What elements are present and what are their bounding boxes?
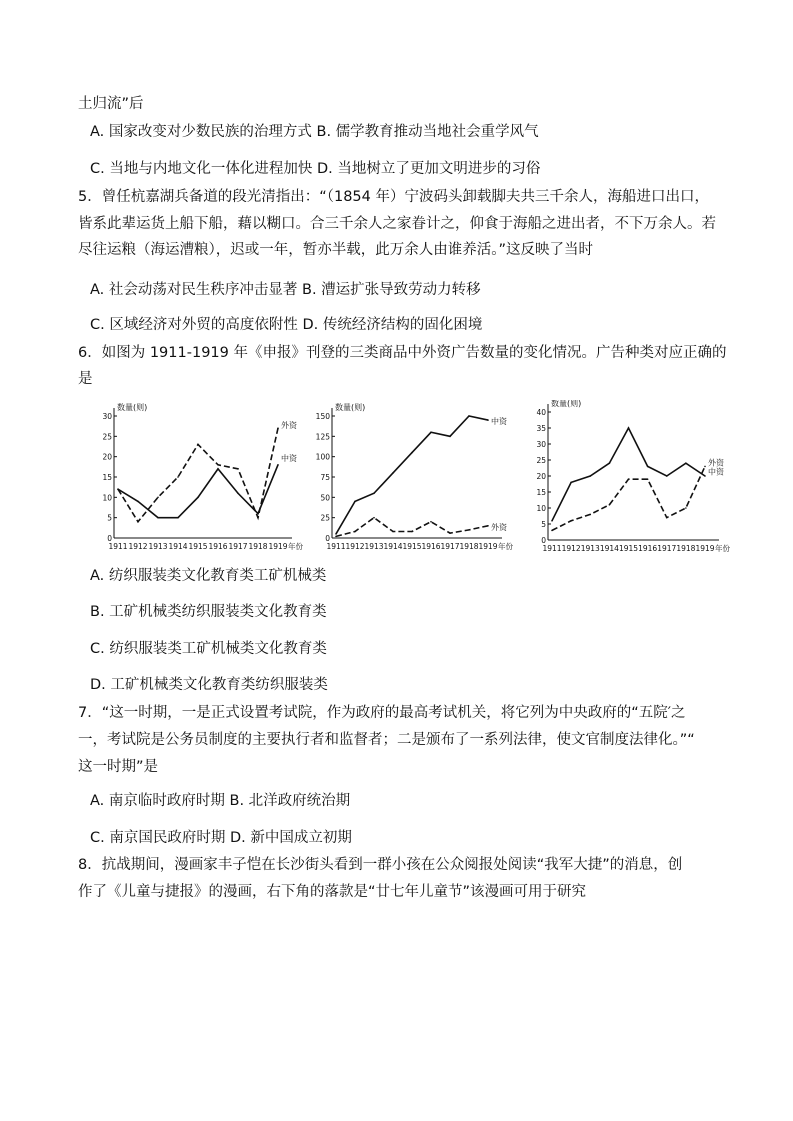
y-tick-label: 20: [536, 472, 546, 481]
data-point: [373, 517, 375, 519]
data-point: [277, 464, 279, 466]
y-tick-label: 125: [316, 432, 330, 442]
x-tick-label: 1917: [657, 544, 677, 553]
y-tick-label: 20: [102, 452, 112, 462]
series-line-dashed: [552, 466, 705, 530]
question-5-line-1: 5．曾任杭嘉湖兵备道的段光清指出：“（1854 年）宁波码头卸载脚夫共三千余人，海船进口出口，: [78, 189, 709, 205]
x-tick-label: 1917: [440, 542, 460, 551]
data-point: [117, 488, 119, 490]
data-point: [685, 462, 687, 464]
y-axis-label: 数量(则): [551, 400, 582, 408]
question-6-line-1: 6．如图为 1911-1919 年《申报》刊登的三类商品中外资广告数量的变化情况。广告种类对应正确的: [78, 345, 727, 361]
data-point: [487, 525, 489, 527]
x-tick-label: 1913: [364, 542, 384, 551]
series-line-dashed: [118, 428, 278, 522]
y-tick-label: 10: [102, 493, 112, 503]
y-tick-label: 5: [541, 520, 546, 529]
x-tick-label: 1914: [383, 542, 403, 551]
series-label: 外资: [281, 421, 297, 431]
x-tick-label: 1916: [421, 542, 441, 551]
q6-option-b: B. 工矿机械类纺织服装类文化教育类: [90, 604, 327, 620]
data-point: [277, 427, 279, 429]
y-tick-label: 30: [536, 440, 546, 449]
x-tick-label: 1915: [188, 542, 208, 551]
x-axis-label: 年份: [498, 542, 513, 551]
x-tick-label: 1916: [208, 542, 228, 551]
data-point: [217, 464, 219, 466]
data-point: [411, 452, 413, 454]
data-point: [237, 468, 239, 470]
question-6-line-2: 是: [78, 371, 93, 387]
y-tick-label: 30: [102, 412, 112, 421]
y-tick-label: 150: [316, 412, 330, 421]
q5-options-cd: C. 区域经济对外贸的高度依附性 D. 传统经济结构的固化困境: [90, 317, 483, 333]
series-line-solid: [336, 416, 488, 534]
y-tick-label: 25: [320, 513, 330, 523]
x-tick-label: 1912: [128, 542, 148, 551]
chart-3: [531, 400, 746, 560]
series-label: 外资: [491, 522, 507, 532]
data-point: [570, 520, 572, 522]
data-point: [647, 466, 649, 468]
x-tick-label: 1911: [542, 544, 562, 553]
data-point: [430, 431, 432, 433]
data-point: [589, 475, 591, 477]
series-label: 中资: [708, 467, 724, 477]
data-point: [628, 478, 630, 480]
y-tick-label: 0: [325, 534, 330, 543]
ad-count-charts: [96, 400, 746, 560]
data-point: [666, 517, 668, 519]
x-tick-label: 1911: [326, 542, 346, 551]
q6-option-d: D. 工矿机械类文化教育类纺织服装类: [90, 677, 328, 693]
series-line-dashed: [336, 518, 488, 537]
data-point: [468, 415, 470, 417]
x-tick-label: 1918: [248, 542, 268, 551]
data-point: [177, 476, 179, 478]
data-point: [217, 468, 219, 470]
x-tick-label: 1912: [561, 544, 581, 553]
x-tick-label: 1915: [402, 542, 422, 551]
y-tick-label: 100: [316, 452, 330, 462]
data-point: [257, 513, 259, 515]
data-point: [685, 507, 687, 509]
q6-option-c: C. 纺织服装类工矿机械类文化教育类: [90, 641, 327, 657]
data-point: [487, 419, 489, 421]
y-axis-label: 数量(则): [117, 403, 148, 412]
question-4-stem-end: 土归流”后: [78, 96, 144, 112]
x-tick-label: 1911: [108, 542, 128, 551]
x-tick-label: 1913: [580, 544, 600, 553]
q4-options-ab: A. 国家改变对少数民族的治理方式 B. 儒学教育推动当地社会重学风气: [90, 124, 539, 140]
data-point: [411, 531, 413, 533]
q6-option-a: A. 纺织服装类文化教育类工矿机械类: [90, 568, 327, 584]
x-tick-label: 1912: [345, 542, 365, 551]
q4-options-cd: C. 当地与内地文化一体化进程加快 D. 当地树立了更加文明进步的习俗: [90, 161, 541, 177]
x-tick-label: 1918: [459, 542, 479, 551]
series-label: 中资: [491, 417, 507, 427]
question-8-line-1: 8．抗战期间，漫画家丰子恺在长沙街头看到一群小孩在公众阅报处阅读“我军大捷”的消息，创: [78, 857, 683, 873]
data-point: [237, 492, 239, 494]
data-point: [551, 520, 553, 522]
data-point: [137, 501, 139, 503]
data-point: [468, 529, 470, 531]
q7-options-cd: C. 南京国民政府时期 D. 新中国成立初期: [90, 830, 352, 846]
data-point: [335, 536, 337, 538]
data-point: [197, 497, 199, 499]
data-point: [628, 427, 630, 429]
series-line-solid: [118, 465, 278, 518]
data-point: [257, 517, 259, 519]
data-point: [137, 521, 139, 523]
question-5-line-3: 尽往运粮（海运漕粮），迟或一年，暂亦半载，此万余人由谁养活。”这反映了当时: [78, 242, 594, 258]
data-point: [666, 475, 668, 477]
data-point: [392, 531, 394, 533]
data-point: [589, 514, 591, 516]
data-point: [354, 501, 356, 503]
x-tick-label: 1916: [638, 544, 658, 553]
question-7-line-3: 这一时期”是: [78, 759, 159, 775]
q5-options-ab: A. 社会动荡对民生秩序冲击显著 B. 漕运扩张导致劳动力转移: [90, 282, 481, 298]
chart-2: [316, 400, 526, 560]
data-point: [704, 475, 706, 477]
data-point: [647, 478, 649, 480]
question-7-line-2: 一，考试院是公务员制度的主要执行者和监督者；二是颁布了一系列法律，使文官制度法律化。”“: [78, 732, 695, 748]
x-axis-label: 年份: [715, 544, 730, 553]
x-tick-label: 1915: [618, 544, 639, 553]
data-point: [177, 517, 179, 519]
y-tick-label: 15: [536, 488, 546, 497]
data-point: [157, 497, 159, 499]
series-label: 中资: [281, 453, 297, 463]
data-point: [373, 492, 375, 494]
y-axis-label: 数量(则): [335, 403, 366, 412]
chart-1: [96, 400, 306, 560]
data-point: [335, 533, 337, 535]
y-tick-label: 40: [536, 408, 546, 417]
data-point: [430, 521, 432, 523]
y-tick-label: 25: [536, 456, 546, 465]
y-tick-label: 25: [102, 432, 112, 442]
data-point: [197, 444, 199, 446]
question-5-line-2: 皆系此辈运货上船下船，藉以糊口。合三千余人之家眷计之，仰食于海船之进出者，不下万余人。若: [78, 216, 716, 232]
y-tick-label: 0: [107, 534, 112, 543]
question-8-line-2: 作了《儿童与捷报》的漫画，右下角的落款是“廿七年儿童节”该漫画可用于研究: [78, 884, 587, 900]
data-point: [609, 462, 611, 464]
x-tick-label: 1917: [228, 542, 248, 551]
x-tick-label: 1919: [268, 542, 288, 551]
x-tick-label: 1919: [695, 544, 715, 553]
series-label: 外资: [708, 458, 724, 468]
y-tick-label: 15: [102, 473, 112, 482]
q7-options-ab: A. 南京临时政府时期 B. 北洋政府统治期: [90, 793, 351, 809]
data-point: [392, 472, 394, 474]
x-tick-label: 1918: [676, 544, 696, 553]
data-point: [609, 504, 611, 506]
y-tick-label: 5: [107, 513, 112, 523]
x-axis-label: 年份: [288, 542, 303, 551]
y-tick-label: 0: [541, 536, 546, 545]
y-tick-label: 75: [320, 473, 330, 482]
question-7-line-1: 7．“这一时期，一是正式设置考试院，作为政府的最高考试机关，将它列为中央政府的“五院′之: [78, 705, 686, 721]
y-tick-label: 10: [536, 504, 546, 513]
x-tick-label: 1914: [168, 542, 188, 551]
data-point: [551, 530, 553, 532]
x-tick-label: 1914: [599, 544, 619, 553]
data-point: [449, 436, 451, 438]
data-point: [704, 466, 706, 468]
data-point: [354, 531, 356, 533]
data-point: [157, 517, 159, 519]
x-tick-label: 1919: [478, 542, 498, 551]
y-tick-label: 50: [320, 493, 330, 503]
data-point: [449, 532, 451, 534]
series-line-solid: [552, 428, 705, 521]
x-tick-label: 1913: [148, 542, 168, 551]
data-point: [570, 482, 572, 484]
y-tick-label: 35: [536, 424, 546, 433]
